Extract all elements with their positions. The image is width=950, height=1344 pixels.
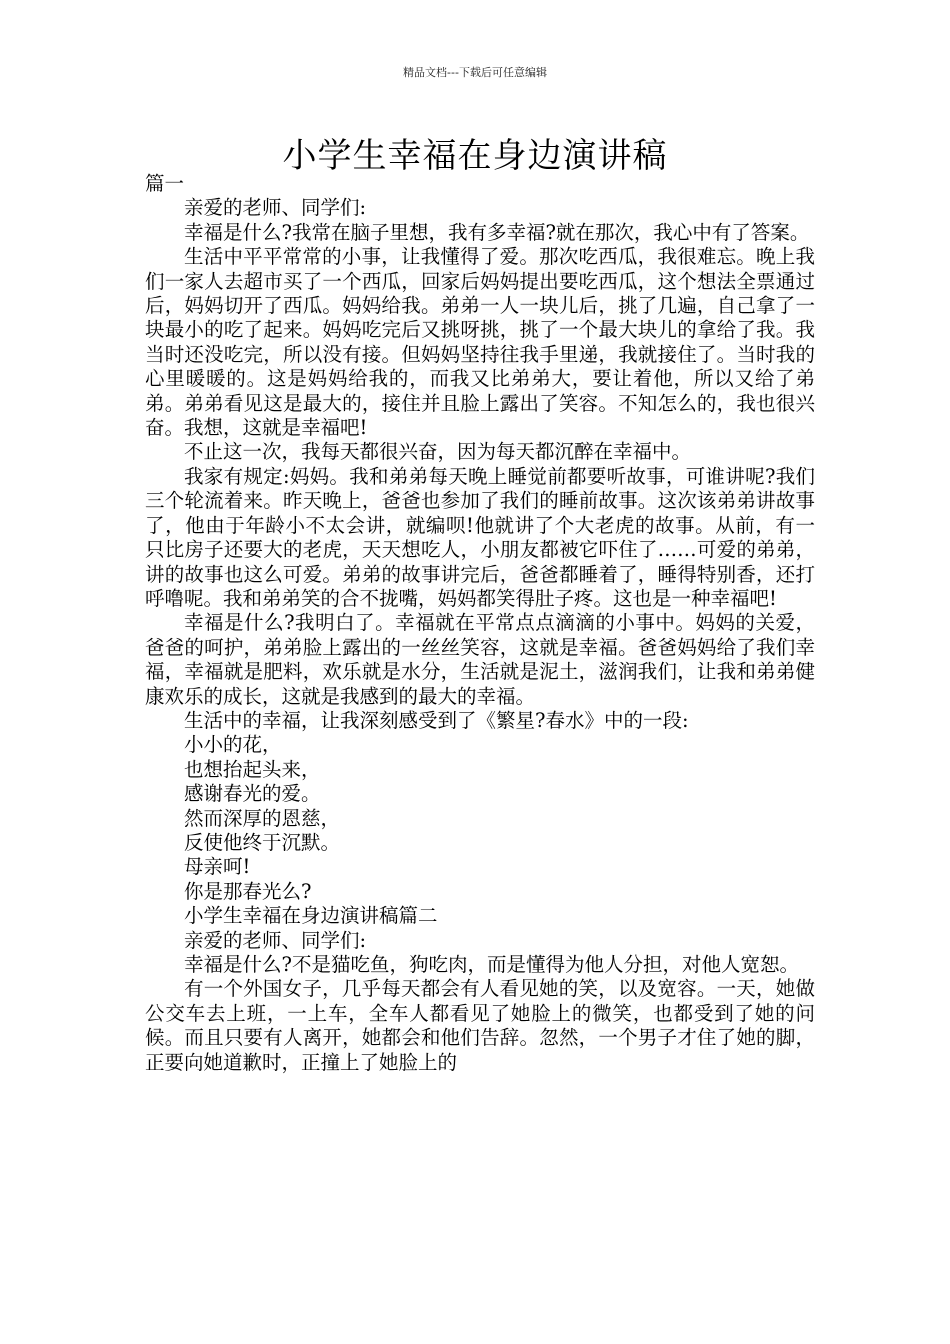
body-paragraph: 篇一 [145, 172, 185, 195]
body-paragraph: 亲爱的老师、同学们: [184, 196, 367, 220]
body-paragraph: 幸福是什么?不是猫吃鱼，狗吃肉，而是懂得为他人分担，对他人宽恕。 [184, 953, 799, 976]
body-paragraph: 小学生幸福在身边演讲稿篇二 [184, 904, 438, 928]
body-paragraph: 不止这一次，我每天都很兴奋，因为每天都沉醉在幸福中。 [184, 440, 692, 464]
body-paragraph: 感谢春光的爱。 [184, 782, 321, 806]
body-paragraph: 也想抬起头来， [184, 757, 321, 781]
body-paragraph: 小小的花， [184, 733, 282, 757]
body-paragraph: 幸福是什么?我明白了。幸福就在平常点点滴滴的小事中。妈妈的关爱，爸爸的呵护，弟弟脸上露出的一丝丝笑容，这就是幸福。爸爸妈妈给了我们幸福，幸福就是肥料，欢乐就是水分，生活就是泥土，滋润我们，让我和弟弟健康欢乐的成长，这就是我感到的最大的幸福。 [145, 611, 815, 708]
document-title: 小学生幸福在身边演讲稿 [282, 136, 668, 176]
body-paragraph: 母亲呵! [184, 855, 251, 879]
document-body [145, 172, 815, 1075]
body-paragraph: 反使他终于沉默。 [184, 830, 341, 854]
body-paragraph: 幸福是什么?我常在脑子里想，我有多幸福?就在那次，我心中有了答案。 [184, 220, 810, 244]
body-paragraph: 然而深厚的恩慈， [184, 806, 341, 830]
body-paragraph: 你是那春光么? [184, 879, 312, 903]
body-paragraph: 我家有规定:妈妈。我和弟弟每天晚上睡觉前都要听故事，可谁讲呢?我们三个轮流着来。昨天晚上，爸爸也参加了我们的睡前故事。这次该弟弟讲故事了，他由于年龄小不太会讲，就编呗!他就讲了个大老虎的故事。从前，有一只比房子还要大的老虎，天天想吃人，小朋友都被它吓住了……可爱的弟弟，讲的故事也这么可爱。弟弟的故事讲完后，爸爸都睡着了，睡得特别香，还打呼噜呢。我和弟弟笑的合不拢嘴，妈妈都笑得肚子疼。这也是一种幸福吧! [145, 464, 815, 610]
body-paragraph: 生活中的幸福，让我深刻感受到了《繁星?春水》中的一段: [184, 708, 689, 732]
body-paragraph: 亲爱的老师、同学们: [184, 928, 367, 952]
page-header-note: 精品文档---下载后可任意编辑 [403, 66, 547, 79]
body-paragraph: 有一个外国女子，几乎每天都会有人看见她的笑，以及宽容。一天，她做公交车去上班，一上车，全车人都看见了她脸上的微笑，也都受到了她的问候。而且只要有人离开，她都会和他们告辞。忽然，一个男子才住了她的脚，正要向她道歉时，正撞上了她脸上的 [145, 977, 815, 1074]
body-paragraph: 生活中平平常常的小事，让我懂得了爱。那次吃西瓜，我很难忘。晚上我们一家人去超市买了一个西瓜，回家后妈妈提出要吃西瓜，这个想法全票通过后，妈妈切开了西瓜。妈妈给我。弟弟一人一块儿后，挑了几遍，自己拿了一块最小的吃了起来。妈妈吃完后又挑呀挑，挑了一个最大块儿的拿给了我。我当时还没吃完，所以没有接。但妈妈坚持往我手里递，我就接住了。当时我的心里暖暖的。这是妈妈给我的，而我又比弟弟大，要让着他，所以又给了弟弟。弟弟看见这是最大的，接住并且脸上露出了笑容。不知怎么的，我也很兴奋。我想，这就是幸福吧! [145, 245, 815, 440]
